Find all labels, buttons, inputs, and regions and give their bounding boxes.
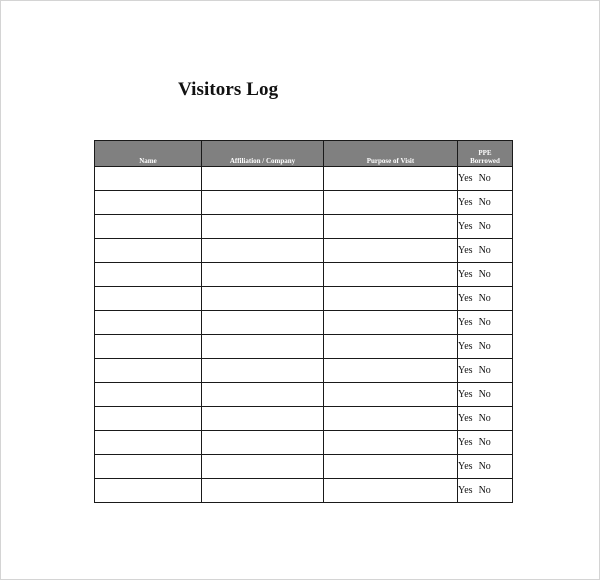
name-cell[interactable] xyxy=(95,479,202,503)
ppe-yes-option[interactable]: Yes xyxy=(458,221,473,232)
ppe-no-option[interactable]: No xyxy=(478,293,491,304)
ppe-yes-option[interactable]: Yes xyxy=(458,413,473,424)
purpose-cell[interactable] xyxy=(324,239,458,263)
header-ppe-line2: Borrowed xyxy=(470,157,500,165)
affiliation-cell[interactable] xyxy=(202,167,324,191)
affiliation-cell[interactable] xyxy=(202,359,324,383)
ppe-borrowed-cell xyxy=(458,239,513,263)
name-cell[interactable] xyxy=(95,359,202,383)
name-cell[interactable] xyxy=(95,191,202,215)
purpose-cell[interactable] xyxy=(324,215,458,239)
affiliation-cell[interactable] xyxy=(202,455,324,479)
purpose-cell[interactable] xyxy=(324,383,458,407)
purpose-cell[interactable] xyxy=(324,431,458,455)
purpose-cell[interactable] xyxy=(324,263,458,287)
ppe-no-option[interactable]: No xyxy=(478,173,491,184)
ppe-borrowed-cell xyxy=(458,287,513,311)
ppe-yes-option[interactable]: Yes xyxy=(458,317,473,328)
ppe-yes-option[interactable]: Yes xyxy=(458,389,473,400)
purpose-cell[interactable] xyxy=(324,407,458,431)
name-cell[interactable] xyxy=(95,335,202,359)
purpose-cell[interactable] xyxy=(324,455,458,479)
table-body xyxy=(95,167,513,503)
name-cell[interactable] xyxy=(95,431,202,455)
header-name: Name xyxy=(95,141,202,167)
table-row xyxy=(95,263,513,287)
ppe-yes-option[interactable]: Yes xyxy=(458,485,473,496)
ppe-yes-option[interactable]: Yes xyxy=(458,245,473,256)
table-row xyxy=(95,479,513,503)
name-cell[interactable] xyxy=(95,311,202,335)
ppe-no-option[interactable]: No xyxy=(478,413,491,424)
purpose-cell[interactable] xyxy=(324,335,458,359)
ppe-no-option[interactable]: No xyxy=(478,485,491,496)
ppe-no-option[interactable]: No xyxy=(478,341,491,352)
ppe-borrowed-cell xyxy=(458,455,513,479)
ppe-borrowed-cell xyxy=(458,335,513,359)
table-row xyxy=(95,407,513,431)
table-row xyxy=(95,359,513,383)
affiliation-cell[interactable] xyxy=(202,191,324,215)
header-affiliation: Affiliation / Company xyxy=(202,141,324,167)
name-cell[interactable] xyxy=(95,167,202,191)
table-row xyxy=(95,239,513,263)
ppe-no-option[interactable]: No xyxy=(478,269,491,280)
ppe-no-option[interactable]: No xyxy=(478,389,491,400)
ppe-borrowed-cell xyxy=(458,311,513,335)
page-title: Visitors Log xyxy=(178,79,279,100)
table-row xyxy=(95,311,513,335)
affiliation-cell[interactable] xyxy=(202,239,324,263)
name-cell[interactable] xyxy=(95,383,202,407)
ppe-no-option[interactable]: No xyxy=(478,197,491,208)
affiliation-cell[interactable] xyxy=(202,215,324,239)
ppe-borrowed-cell xyxy=(458,407,513,431)
table-row xyxy=(95,431,513,455)
ppe-yes-option[interactable]: Yes xyxy=(458,269,473,280)
ppe-yes-option[interactable]: Yes xyxy=(458,365,473,376)
affiliation-cell[interactable] xyxy=(202,311,324,335)
ppe-borrowed-cell xyxy=(458,383,513,407)
affiliation-cell[interactable] xyxy=(202,431,324,455)
purpose-cell[interactable] xyxy=(324,287,458,311)
header-purpose: Purpose of Visit xyxy=(324,141,458,167)
header-row xyxy=(95,141,513,167)
name-cell[interactable] xyxy=(95,287,202,311)
ppe-no-option[interactable]: No xyxy=(478,317,491,328)
header-ppe-borrowed xyxy=(458,141,513,167)
name-cell[interactable] xyxy=(95,407,202,431)
purpose-cell[interactable] xyxy=(324,167,458,191)
affiliation-cell[interactable] xyxy=(202,335,324,359)
ppe-borrowed-cell xyxy=(458,431,513,455)
ppe-borrowed-cell xyxy=(458,215,513,239)
purpose-cell[interactable] xyxy=(324,311,458,335)
ppe-yes-option[interactable]: Yes xyxy=(458,197,473,208)
table-row xyxy=(95,191,513,215)
visitors-log-table xyxy=(94,140,513,503)
name-cell[interactable] xyxy=(95,239,202,263)
table-row xyxy=(95,455,513,479)
table-row xyxy=(95,335,513,359)
ppe-borrowed-cell xyxy=(458,479,513,503)
purpose-cell[interactable] xyxy=(324,479,458,503)
purpose-cell[interactable] xyxy=(324,359,458,383)
table-row xyxy=(95,215,513,239)
affiliation-cell[interactable] xyxy=(202,479,324,503)
table-row xyxy=(95,287,513,311)
name-cell[interactable] xyxy=(95,215,202,239)
ppe-yes-option[interactable]: Yes xyxy=(458,461,473,472)
ppe-no-option[interactable]: No xyxy=(478,221,491,232)
name-cell[interactable] xyxy=(95,263,202,287)
ppe-yes-option[interactable]: Yes xyxy=(458,293,473,304)
ppe-borrowed-cell xyxy=(458,167,513,191)
affiliation-cell[interactable] xyxy=(202,263,324,287)
ppe-borrowed-cell xyxy=(458,191,513,215)
ppe-yes-option[interactable]: Yes xyxy=(458,173,473,184)
table-row xyxy=(95,383,513,407)
ppe-no-option[interactable]: No xyxy=(478,365,491,376)
ppe-no-option[interactable]: No xyxy=(478,461,491,472)
ppe-borrowed-cell xyxy=(458,359,513,383)
ppe-yes-option[interactable]: Yes xyxy=(458,341,473,352)
name-cell[interactable] xyxy=(95,455,202,479)
affiliation-cell[interactable] xyxy=(202,383,324,407)
affiliation-cell[interactable] xyxy=(202,407,324,431)
affiliation-cell[interactable] xyxy=(202,287,324,311)
ppe-no-option[interactable]: No xyxy=(478,245,491,256)
ppe-yes-option[interactable]: Yes xyxy=(458,437,473,448)
header-ppe-line1: PPE xyxy=(478,149,492,157)
purpose-cell[interactable] xyxy=(324,191,458,215)
table-row xyxy=(95,167,513,191)
ppe-no-option[interactable]: No xyxy=(478,437,491,448)
ppe-borrowed-cell xyxy=(458,263,513,287)
